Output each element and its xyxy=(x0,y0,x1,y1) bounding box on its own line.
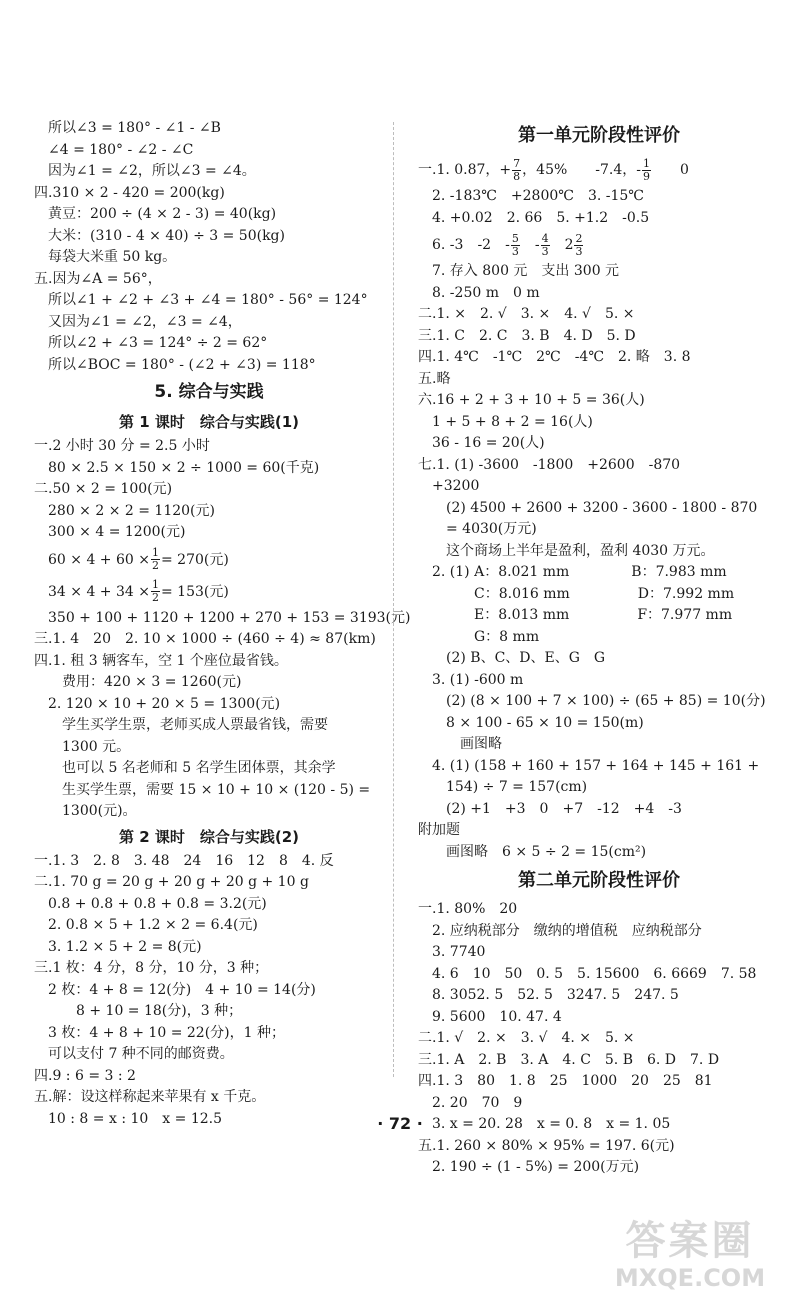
text-line: 0.8 + 0.8 + 0.8 + 0.8 = 3.2(元) xyxy=(48,895,267,912)
text-line: 四.1. 4℃ -1℃ 2℃ -4℃ 2. 略 3. 8 xyxy=(418,349,691,365)
text-fragment: - xyxy=(534,237,540,253)
text-line: 3. 1.2 × 5 + 2 = 8(元) xyxy=(48,938,202,955)
text-fragment: B：7.983 mm xyxy=(631,564,727,580)
fraction-two-thirds xyxy=(574,233,583,258)
fraction-numerator: 1 xyxy=(151,546,159,559)
fraction-line xyxy=(34,576,384,608)
text-line: 2 枚：4 + 8 = 12(分) 4 + 10 = 14(分) xyxy=(48,981,316,998)
fraction-denominator: 2 xyxy=(151,559,159,572)
text-line: G：8 mm xyxy=(474,628,540,645)
lesson-title: 第 2 课时 综合与实践(2) xyxy=(118,827,300,846)
fraction-denominator: 2 xyxy=(151,591,159,604)
fraction-denominator: 3 xyxy=(511,244,519,258)
text-fragment: 2. (1) A：8.021 mm xyxy=(432,564,570,580)
fraction-denominator: 3 xyxy=(575,244,583,258)
text-line: 4. (1) (158 + 160 + 157 + 164 + 145 + 161 + xyxy=(432,757,760,774)
text-fragment: = 153(元) xyxy=(160,583,229,600)
text-line: 所以∠3 = 180° - ∠1 - ∠B xyxy=(48,120,221,136)
text-line: 7. 存入 800 元 支出 300 元 xyxy=(432,263,620,279)
text-line: 1300 元。 xyxy=(62,738,131,755)
fraction-denominator: 9 xyxy=(643,169,651,183)
page-number: · 72 · xyxy=(377,1114,423,1133)
text-line: 一.2 小时 30 分 = 2.5 小时 xyxy=(34,438,210,454)
text-line: 也可以 5 名老师和 5 名学生团体票，其余学 xyxy=(62,760,336,776)
text-line: 五.1. 260 × 80% × 95% = 197. 6(元) xyxy=(418,1137,675,1154)
text-line: 二.1. × 2. √ 3. × 4. √ 5. × xyxy=(418,306,635,322)
text-line: 三.1 枚：4 分，8 分，10 分，3 种； xyxy=(34,960,269,976)
text-line: 80 × 2.5 × 150 × 2 ÷ 1000 = 60(千克) xyxy=(48,459,320,476)
text-line: 2. -183℃ +2800℃ 3. -15℃ xyxy=(432,188,644,204)
text-line: 五.略 xyxy=(418,370,451,387)
text-line: 二.1. √ 2. × 3. √ 4. × 5. × xyxy=(418,1030,635,1046)
text-line: 二.1. 70 g = 20 g + 20 g + 20 g + 10 g xyxy=(34,874,309,890)
text-line: 五.解：设这样称起来苹果有 x 千克。 xyxy=(34,1089,266,1105)
text-line: 154) ÷ 7 = 157(cm) xyxy=(446,779,588,795)
fraction-denominator: 3 xyxy=(541,244,549,258)
text-line: 所以∠1 + ∠2 + ∠3 + ∠4 = 180° - 56° = 124° xyxy=(48,292,368,308)
fraction-five-thirds xyxy=(511,233,520,258)
text-line: 又因为∠1 = ∠2，∠3 = ∠4， xyxy=(48,313,242,330)
text-line: 六.16 + 2 + 3 + 10 + 5 = 36(人) xyxy=(418,392,645,408)
fraction-numerator: 7 xyxy=(513,156,521,170)
watermark-url: MXQE.COM xyxy=(614,1264,766,1292)
text-line xyxy=(418,605,780,627)
text-fragment: D：7.992 mm xyxy=(637,585,735,602)
fraction-line xyxy=(34,544,384,576)
text-line: 8 × 100 - 65 × 10 = 150(m) xyxy=(446,714,644,731)
text-line: 生买学生票，需要 15 × 10 + 10 × (120 - 5) = xyxy=(62,781,371,798)
fraction-seven-eighths xyxy=(512,158,521,183)
text-line: (2) B、C、D、E、G G xyxy=(446,650,606,666)
text-line: 4. +0.02 2. 66 5. +1.2 -0.5 xyxy=(432,209,650,226)
text-line: 9. 5600 10. 47. 4 xyxy=(432,1008,562,1025)
text-line: 三.1. C 2. C 3. B 4. D 5. D xyxy=(418,327,636,344)
text-line: 四.1. 租 3 辆客车，空 1 个座位最省钱。 xyxy=(34,652,288,669)
text-line: 七.1. (1) -3600 -1800 +2600 -870 xyxy=(418,456,681,473)
text-line: 三.1. A 2. B 3. A 4. C 5. B 6. D 7. D xyxy=(418,1051,720,1068)
section-title: 第一单元阶段性评价 xyxy=(518,125,680,146)
watermark-logo xyxy=(590,1218,790,1298)
text-line: 所以∠2 + ∠3 = 124° ÷ 2 = 62° xyxy=(48,335,268,351)
text-line: 四.1. 3 80 1. 8 25 1000 20 25 81 xyxy=(418,1073,713,1089)
fraction-line xyxy=(418,154,780,186)
text-line: 280 × 2 × 2 = 1120(元) xyxy=(48,502,215,519)
text-line: 3. (1) -600 m xyxy=(432,671,524,688)
text-line: = 4030(万元) xyxy=(446,521,537,537)
text-line: +3200 xyxy=(432,478,480,494)
text-line: 黄豆：200 ÷ (4 × 2 - 3) = 40(kg) xyxy=(48,206,277,222)
watermark-text: 答案圈 xyxy=(625,1218,755,1264)
text-line: 8. -250 m 0 m xyxy=(432,284,540,301)
text-line: 因为∠1 = ∠2，所以∠3 = ∠4。 xyxy=(48,163,256,179)
text-line: (2) (8 × 100 + 7 × 100) ÷ (65 + 85) = 10(分) xyxy=(446,693,766,709)
text-line: 4. 6 10 50 0. 5 5. 15600 6. 6669 7. 58 xyxy=(432,965,757,982)
text-line: 350 + 100 + 1120 + 1200 + 270 + 153 = 3193(元) xyxy=(48,609,411,626)
text-fragment: 2 xyxy=(564,237,574,253)
text-line: 2. 190 ÷ (1 - 5%) = 200(万元) xyxy=(432,1159,640,1175)
text-fragment: C：8.016 mm xyxy=(474,585,570,602)
text-fragment: 0 xyxy=(680,162,689,178)
fraction-numerator: 1 xyxy=(151,578,159,591)
text-line: 附加题 xyxy=(418,822,460,838)
text-line: 10 : 8 = x : 10 x = 12.5 xyxy=(48,1110,222,1127)
text-line: 2. 20 70 9 xyxy=(432,1094,523,1111)
text-fragment: = 270(元) xyxy=(160,551,229,568)
text-line: 一.1. 80% 20 xyxy=(418,901,518,917)
text-line: ∠4 = 180° - ∠2 - ∠C xyxy=(48,141,194,158)
fraction-half xyxy=(151,579,160,604)
text-line: 3. 7740 xyxy=(432,944,486,960)
text-fragment: 一.1. 0.87，+ xyxy=(418,162,512,178)
text-line: 大米：(310 - 4 × 40) ÷ 3 = 50(kg) xyxy=(48,227,285,244)
text-line: 一.1. 3 2. 8 3. 48 24 16 12 8 4. 反 xyxy=(34,852,334,869)
text-line: 2. 应纳税部分 缴纳的增值税 应纳税部分 xyxy=(432,922,702,939)
text-line: 36 - 16 = 20(人) xyxy=(432,435,545,451)
text-line: 四.310 × 2 - 420 = 200(kg) xyxy=(34,184,225,201)
text-line: 每袋大米重 50 kg。 xyxy=(48,249,177,265)
text-line: 300 × 4 = 1200(元) xyxy=(48,524,186,540)
text-line: 二.50 × 2 = 100(元) xyxy=(34,481,173,497)
text-line: 费用：420 × 3 = 1260(元) xyxy=(62,674,242,690)
text-line xyxy=(418,584,780,606)
text-fragment: E：8.013 mm xyxy=(474,607,570,623)
text-line: 可以支付 7 种不同的邮资费。 xyxy=(48,1046,234,1062)
text-line: 这个商场上半年是盈利，盈利 4030 万元。 xyxy=(446,542,715,559)
lesson-title: 第 1 课时 综合与实践(1) xyxy=(118,413,300,431)
section-title: 5. 综合与实践 xyxy=(154,382,264,402)
fraction-one-ninth xyxy=(642,158,651,183)
fraction-numerator: 5 xyxy=(511,231,519,245)
column-divider xyxy=(393,122,394,1077)
text-line: 2. 120 × 10 + 20 × 5 = 1300(元) xyxy=(48,695,281,712)
section-title: 第二单元阶段性评价 xyxy=(518,870,680,891)
fraction-four-thirds xyxy=(541,233,550,258)
text-line: (2) 4500 + 2600 + 3200 - 3600 - 1800 - 870 xyxy=(446,499,758,516)
text-line: (2) +1 +3 0 +7 -12 +4 -3 xyxy=(446,800,682,817)
text-line: 画图略 6 × 5 ÷ 2 = 15(cm²) xyxy=(446,843,647,860)
text-line: 四.9 : 6 = 3 : 2 xyxy=(34,1067,136,1084)
text-line: 8. 3052. 5 52. 5 3247. 5 247. 5 xyxy=(432,987,679,1003)
right-column xyxy=(418,118,780,1179)
text-line: 1 + 5 + 8 + 2 = 16(人) xyxy=(432,413,593,430)
fraction-numerator: 1 xyxy=(643,156,651,170)
text-line: 三.1. 4 20 2. 10 × 1000 ÷ (460 ÷ 4) ≈ 87(km) xyxy=(34,631,376,647)
fraction-numerator: 2 xyxy=(575,231,583,245)
text-line: 8 + 10 = 18(分)，3 种； xyxy=(76,1003,243,1019)
fraction-half xyxy=(151,547,160,572)
text-fragment: ，45% -7.4，- xyxy=(522,162,642,178)
text-line: 3 枚：4 + 8 + 10 = 22(分)，1 种； xyxy=(48,1024,285,1041)
text-line: 学生买学生票，老师买成人票最省钱，需要 xyxy=(62,717,328,733)
text-fragment: 6. -3 -2 - xyxy=(432,237,510,253)
text-line: 所以∠BOC = 180° - (∠2 + ∠3) = 118° xyxy=(48,356,316,373)
text-line: 2. 0.8 × 5 + 1.2 × 2 = 6.4(元) xyxy=(48,917,258,933)
fraction-numerator: 4 xyxy=(541,231,549,245)
text-fragment: F：7.977 mm xyxy=(637,607,733,623)
text-line: 五.因为∠A = 56°， xyxy=(34,270,162,287)
text-line: 画图略 xyxy=(460,736,502,752)
fraction-line xyxy=(418,229,780,261)
text-line: 3. x = 20. 28 x = 0. 8 x = 1. 05 xyxy=(432,1116,671,1132)
fraction-denominator: 8 xyxy=(513,169,521,183)
text-fragment: 34 × 4 + 34 × xyxy=(48,583,150,600)
text-line xyxy=(418,562,780,584)
text-line: 1300(元)。 xyxy=(62,803,137,819)
text-fragment: 60 × 4 + 60 × xyxy=(48,551,150,568)
